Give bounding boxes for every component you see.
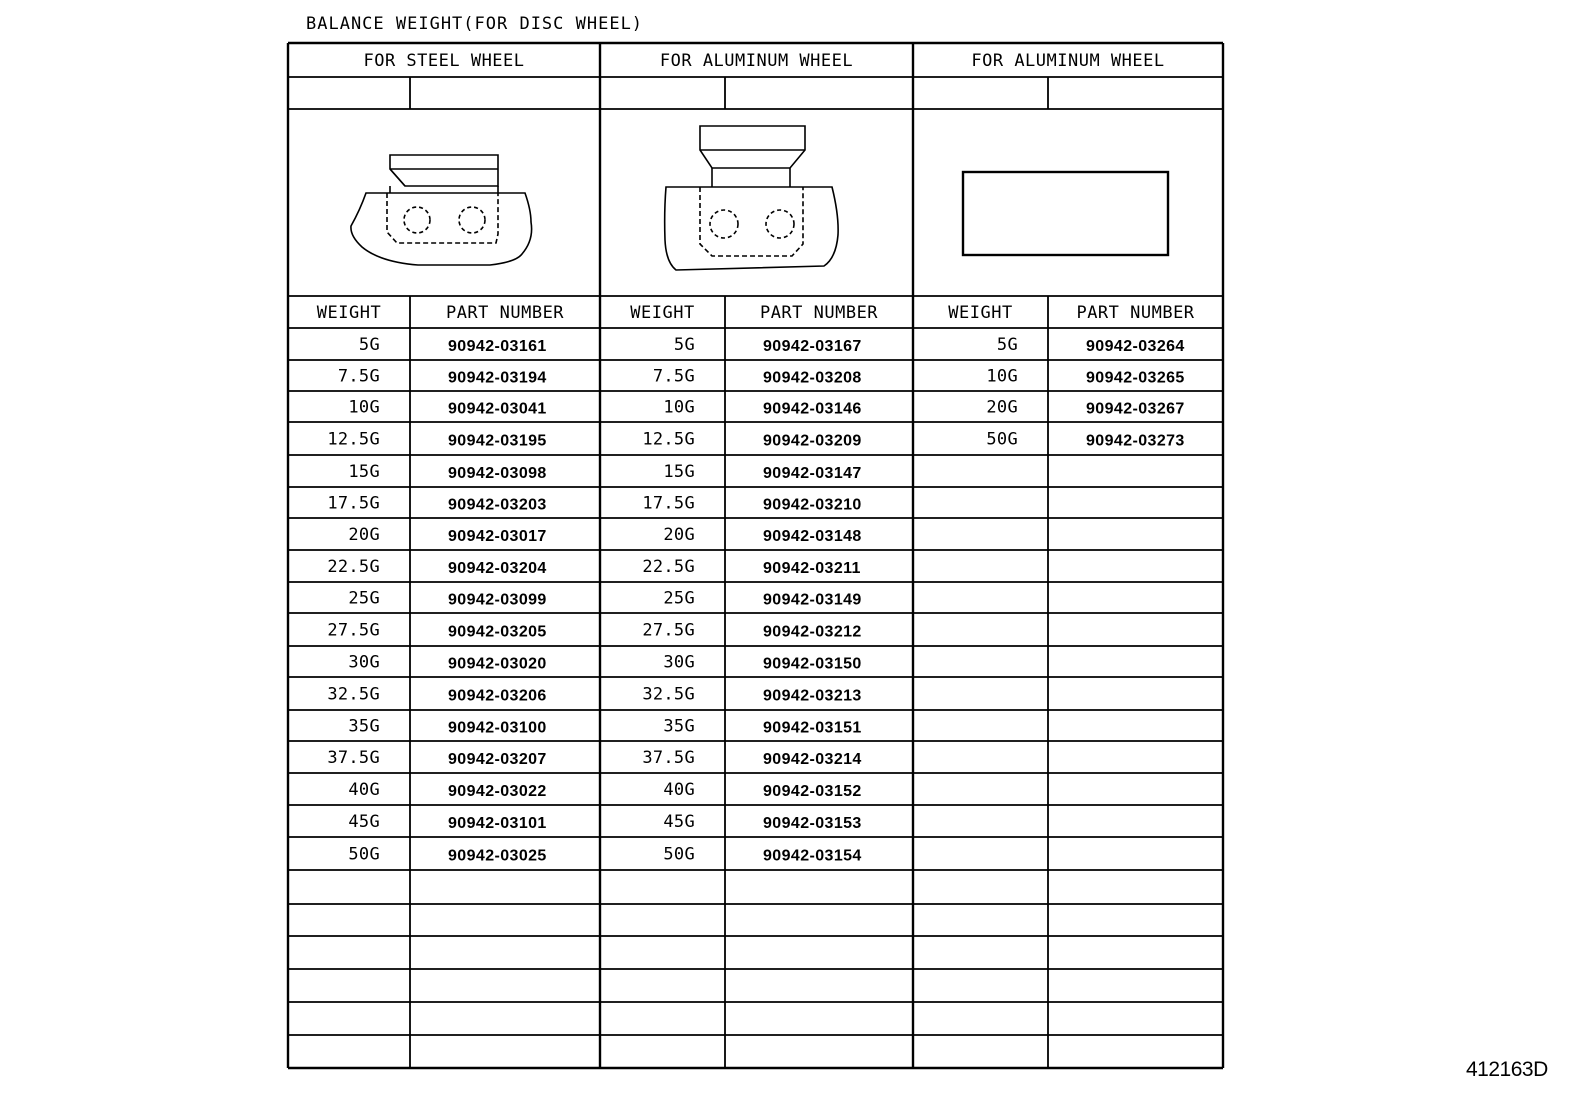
- part-number-cell: 90942-03147: [763, 465, 862, 483]
- weight-cell: 5G: [358, 335, 380, 355]
- part-number-cell: 90942-03150: [763, 655, 862, 673]
- part-number-cell: 90942-03025: [448, 847, 547, 865]
- weight-cell: 12.5G: [642, 429, 695, 450]
- part-number-cell: 90942-03161: [448, 338, 547, 356]
- part-number-cell: 90942-03022: [448, 783, 547, 801]
- weight-cell: 5G: [996, 335, 1018, 355]
- part-number-cell: 90942-03213: [763, 687, 862, 705]
- part-number-cell: 90942-03020: [448, 655, 547, 673]
- part-number-cell: 90942-03206: [448, 687, 547, 705]
- page-title: BALANCE WEIGHT(FOR DISC WHEEL): [306, 14, 644, 34]
- weight-cell: 5G: [673, 335, 695, 355]
- drawing-code: 412163D: [1466, 1058, 1548, 1081]
- weight-column-header: WEIGHT: [630, 303, 695, 323]
- weight-cell: 25G: [348, 588, 380, 609]
- part-number-cell: 90942-03210: [763, 496, 862, 514]
- part-number-cell: 90942-03153: [763, 815, 862, 833]
- weight-cell: 7.5G: [652, 366, 695, 387]
- part-number-cell: 90942-03267: [1086, 400, 1185, 418]
- weight-cell: 30G: [348, 652, 380, 673]
- weight-cell: 12.5G: [327, 429, 380, 450]
- weight-cell: 15G: [663, 462, 695, 482]
- table-grid: [288, 43, 1223, 1068]
- weight-cell: 10G: [986, 366, 1018, 387]
- part-number-cell: 90942-03167: [763, 338, 862, 356]
- weight-cell: 32.5G: [327, 684, 380, 705]
- weight-cell: 30G: [663, 652, 695, 673]
- part-number-cell: 90942-03195: [448, 432, 547, 450]
- part-number-cell: 90942-03100: [448, 719, 547, 737]
- weight-column-header: WEIGHT: [316, 303, 382, 323]
- part-number-cell: 90942-03212: [763, 623, 862, 641]
- weight-column-header: WEIGHT: [948, 303, 1013, 323]
- part-number-cell: 90942-03207: [448, 751, 547, 769]
- weight-cell: 40G: [663, 780, 695, 800]
- part-number-cell: 90942-03264: [1086, 338, 1185, 356]
- steel-clip-weight-icon: [351, 155, 532, 265]
- weight-cell: 17.5G: [327, 493, 380, 514]
- weight-cell: 27.5G: [327, 620, 380, 641]
- weight-cell: 15G: [348, 462, 380, 482]
- part-number-cell: 90942-03205: [448, 623, 547, 641]
- part-number-cell: 90942-03149: [763, 591, 862, 609]
- part-number-cell: 90942-03148: [763, 528, 862, 546]
- weight-cell: 37.5G: [642, 748, 695, 768]
- part-number-cell: 90942-03146: [763, 400, 862, 418]
- weight-cell: 7.5G: [337, 366, 380, 387]
- weight-cell: 27.5G: [642, 620, 695, 641]
- weight-cell: 17.5G: [642, 493, 695, 514]
- weight-cell: 50G: [663, 844, 695, 865]
- part-number-cell: 90942-03209: [763, 432, 862, 450]
- weight-cell: 45G: [348, 812, 380, 832]
- group-header: FOR STEEL WHEEL: [363, 51, 525, 71]
- adhesive-weight-icon: [963, 172, 1168, 255]
- part-number-cell: 90942-03152: [763, 783, 862, 801]
- weight-cell: 40G: [348, 780, 380, 800]
- weight-cell: 35G: [663, 716, 695, 737]
- part-number-cell: 90942-03041: [448, 400, 547, 418]
- group-header: FOR ALUMINUM WHEEL: [659, 51, 854, 71]
- part-number-cell: 90942-03099: [448, 591, 547, 609]
- weight-cell: 37.5G: [327, 748, 380, 768]
- weight-cell: 45G: [663, 812, 695, 832]
- weight-cell: 25G: [663, 588, 695, 609]
- weight-cell: 10G: [663, 397, 695, 418]
- part-number-cell: 90942-03154: [763, 847, 862, 865]
- part-number-cell: 90942-03101: [448, 815, 547, 833]
- weight-cell: 50G: [986, 429, 1018, 450]
- part-number-cell: 90942-03098: [448, 465, 547, 483]
- weight-cell: 22.5G: [642, 557, 695, 577]
- part-number-cell: 90942-03208: [763, 369, 862, 387]
- part-number-cell: 90942-03265: [1086, 369, 1185, 387]
- weight-cell: 20G: [348, 525, 380, 545]
- part-number-cell: 90942-03214: [763, 751, 862, 769]
- part-number-column-header: PART NUMBER: [445, 303, 565, 323]
- weight-cell: 10G: [348, 397, 380, 418]
- part-number-cell: 90942-03204: [448, 560, 547, 578]
- part-number-column-header: PART NUMBER: [1076, 303, 1195, 323]
- weight-cell: 50G: [348, 844, 380, 865]
- part-number-cell: 90942-03211: [763, 560, 861, 578]
- weight-cell: 35G: [348, 716, 380, 737]
- part-number-cell: 90942-03194: [448, 369, 547, 387]
- part-number-cell: 90942-03017: [448, 528, 547, 546]
- part-number-column-header: PART NUMBER: [759, 303, 879, 323]
- weight-cell: 20G: [663, 525, 695, 545]
- part-number-cell: 90942-03151: [763, 719, 862, 737]
- weight-cell: 20G: [986, 397, 1018, 418]
- weight-cell: 32.5G: [642, 684, 695, 705]
- weight-cell: 22.5G: [327, 557, 380, 577]
- group-header: FOR ALUMINUM WHEEL: [971, 51, 1165, 71]
- part-number-cell: 90942-03273: [1086, 432, 1185, 450]
- part-number-cell: 90942-03203: [448, 496, 547, 514]
- aluminum-clip-weight-icon: [665, 126, 838, 270]
